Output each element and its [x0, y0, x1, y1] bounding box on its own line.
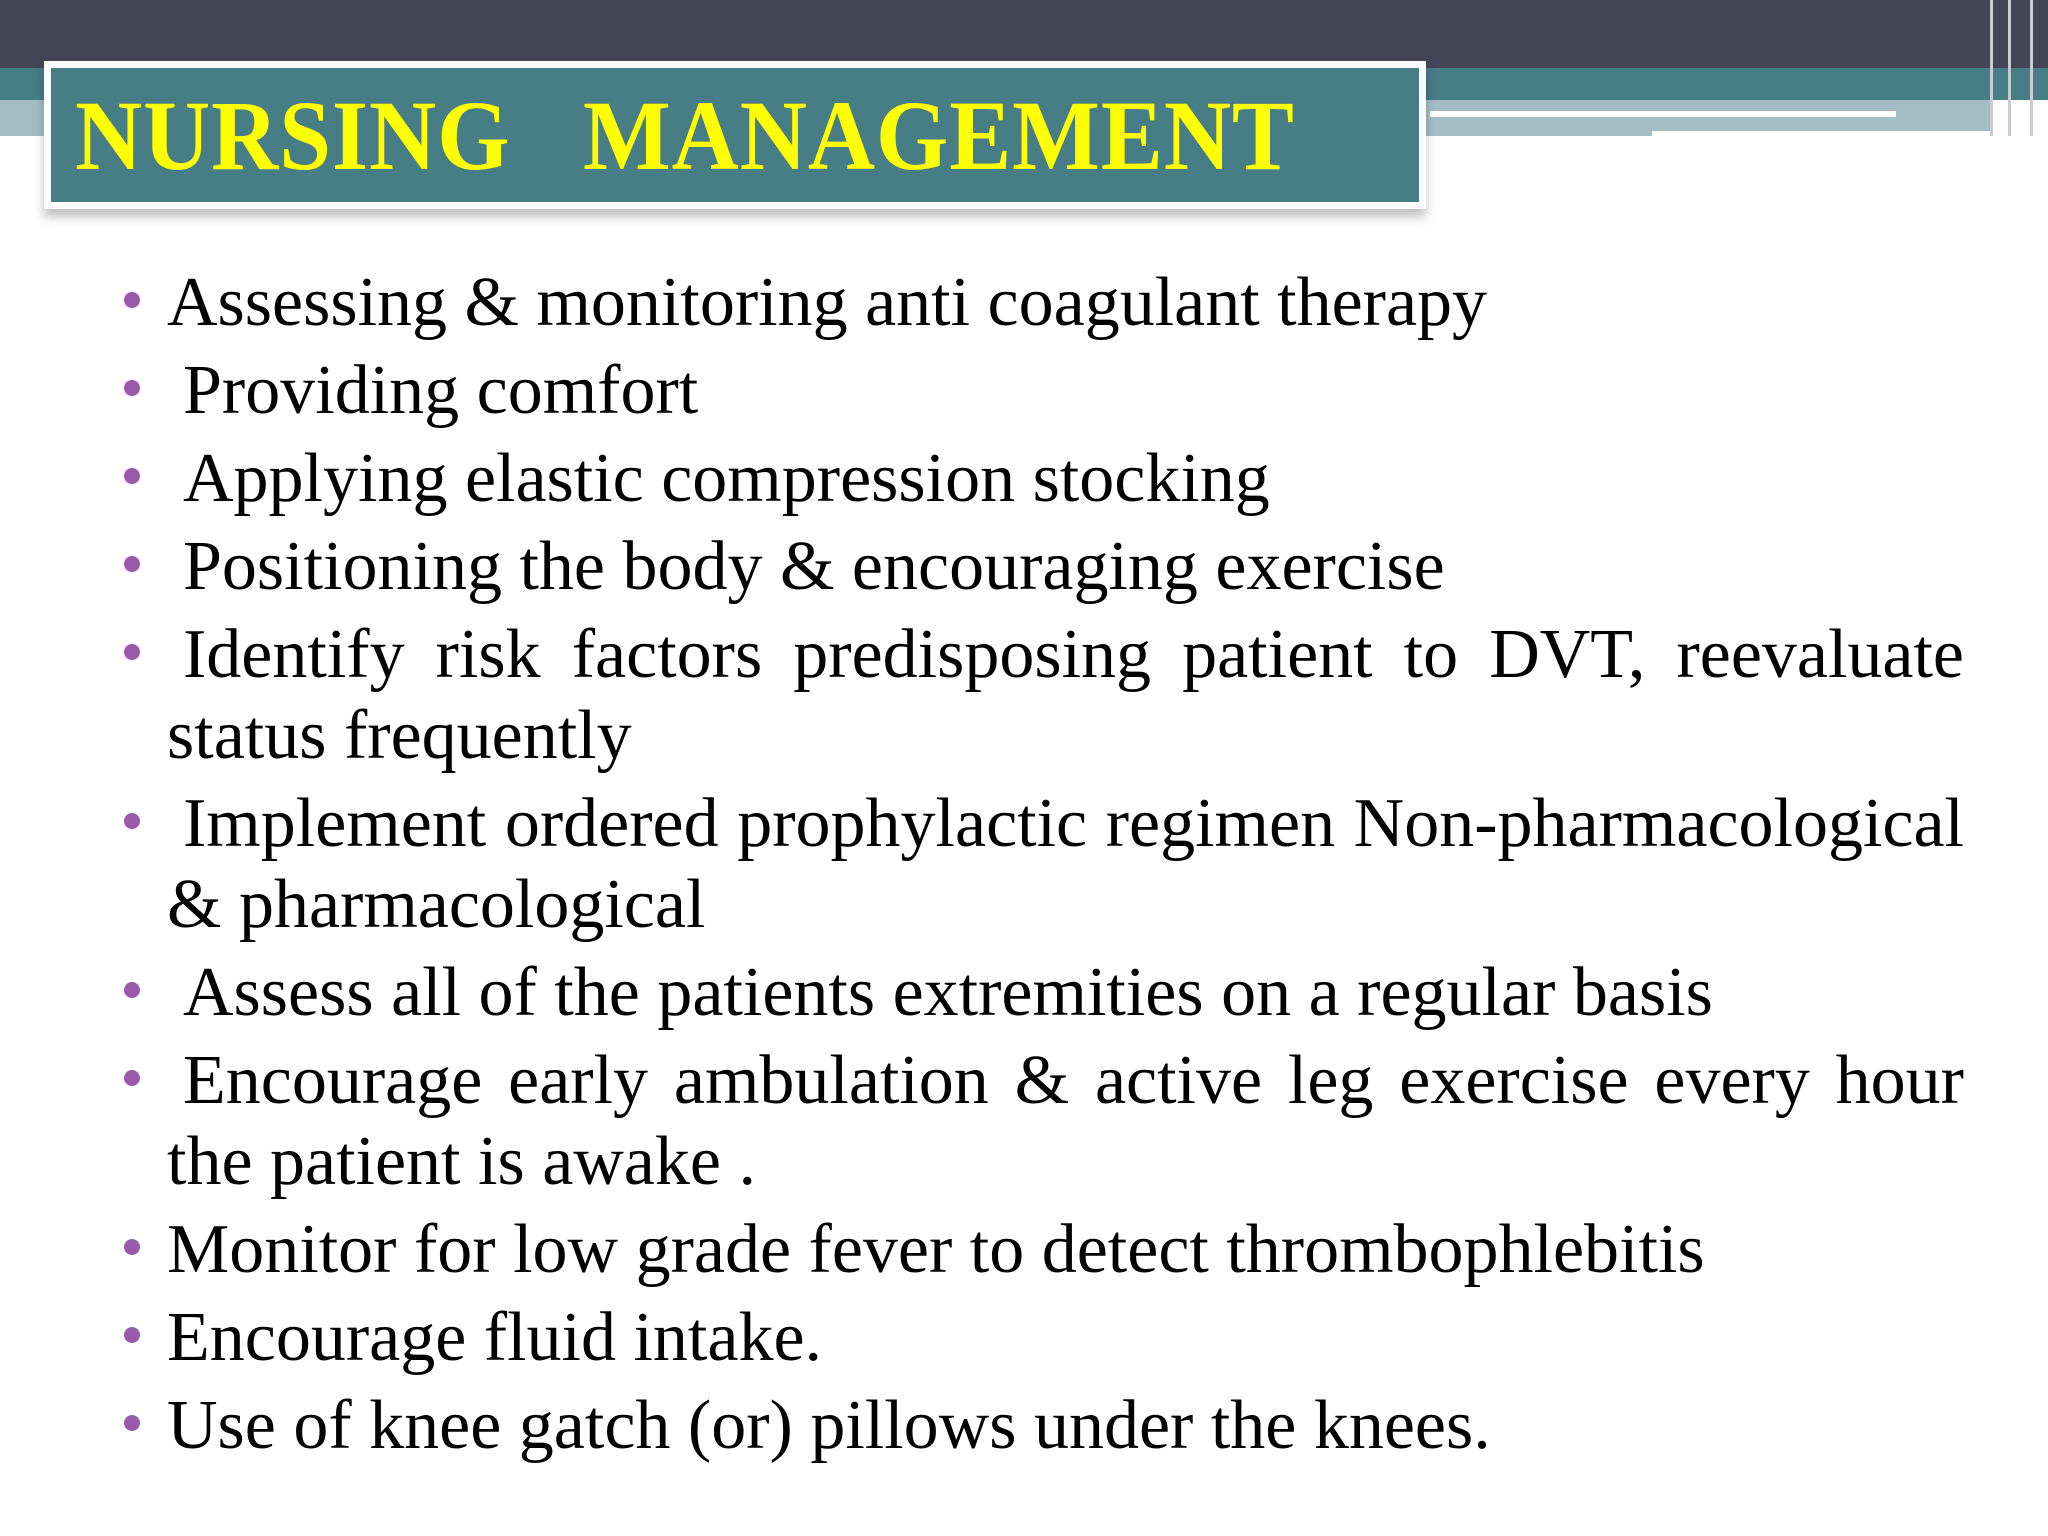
list-item	[124, 1040, 1964, 1202]
item-text: Identify risk factors predisposing patient to DVT, reevaluate status frequently	[167, 616, 1964, 774]
bullet-icon	[124, 644, 140, 660]
bullet-icon	[124, 813, 140, 829]
bullet-icon	[124, 468, 140, 484]
item-text: Applying elastic compression stocking	[183, 440, 1270, 517]
item-text: Assessing & monitoring anti coagulant therapy	[167, 264, 1488, 341]
list-item	[124, 614, 1964, 776]
bullet-icon	[124, 982, 140, 998]
list-item	[124, 952, 1964, 1033]
header-accent-line	[1430, 111, 1896, 117]
bullet-list	[124, 262, 1964, 1473]
list-item	[124, 526, 1964, 607]
bullet-icon	[124, 1070, 140, 1086]
list-item	[124, 1385, 1964, 1466]
item-text: Use of knee gatch (or) pillows under the knees.	[167, 1387, 1491, 1464]
item-text: Monitor for low grade fever to detect thrombophlebitis	[167, 1211, 1705, 1288]
list-item	[124, 262, 1964, 343]
list-item	[124, 438, 1964, 519]
list-item	[124, 1297, 1964, 1378]
right-edge-stripe	[1990, 0, 1993, 136]
bullet-icon	[124, 380, 140, 396]
list-item	[124, 1209, 1964, 1290]
item-text: Providing comfort	[183, 352, 699, 429]
header-accent-notch	[1652, 131, 2012, 141]
title-background	[51, 68, 1419, 202]
slide-title: NURSING MANAGEMENT	[75, 80, 1295, 191]
bullet-icon	[124, 292, 140, 308]
header-band-dark	[0, 0, 2048, 68]
bullet-icon	[124, 1415, 140, 1431]
item-text: Assess all of the patients extremities on a regular basis	[183, 954, 1713, 1031]
bullet-icon	[124, 556, 140, 572]
title-box	[44, 61, 1426, 209]
list-item	[124, 350, 1964, 431]
item-text: Implement ordered prophylactic regimen Non-pharmacological & pharmacological	[167, 785, 1964, 943]
item-text: Positioning the body & encouraging exercise	[183, 528, 1445, 605]
list-item	[124, 783, 1964, 945]
right-edge-stripe	[2008, 0, 2011, 136]
item-text: Encourage fluid intake.	[167, 1299, 823, 1376]
right-edge-stripe	[2030, 0, 2033, 136]
item-text: Encourage early ambulation & active leg exercise every hour the patient is awake .	[167, 1042, 1964, 1200]
bullet-icon	[124, 1327, 140, 1343]
bullet-icon	[124, 1239, 140, 1255]
